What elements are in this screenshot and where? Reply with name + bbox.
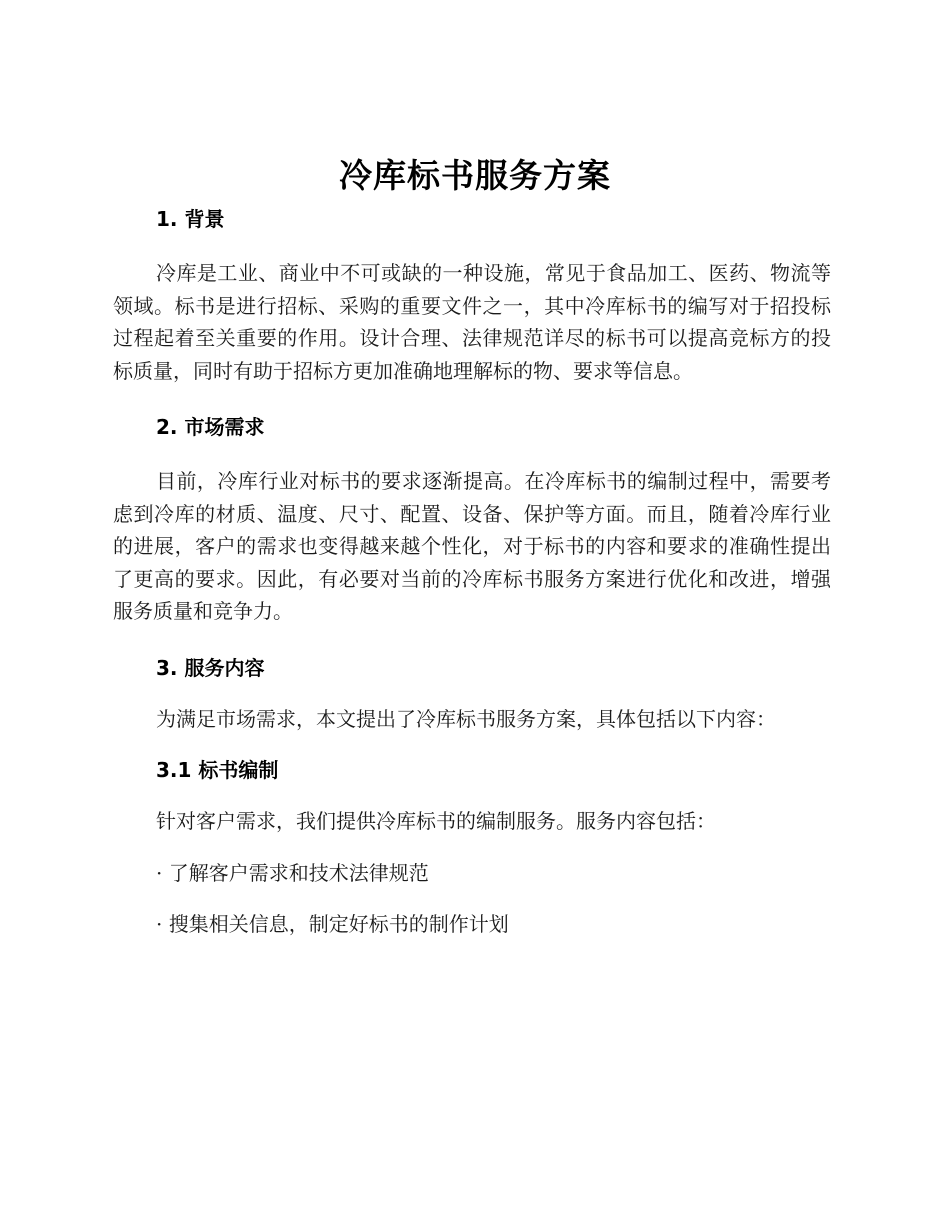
bullet-item: · 了解客户需求和技术法律规范 bbox=[156, 860, 429, 885]
section-paragraph: 为满足市场需求，本文提出了冷库标书服务方案，具体包括以下内容： bbox=[156, 706, 776, 731]
section-background bbox=[113, 203, 831, 387]
section-heading: 1. 背景 bbox=[156, 207, 225, 231]
section-paragraph: 目前，冷库行业对标书的要求逐渐提高。在冷库标书的编制过程中，需要考虑到冷库的材质、温度、尺寸、配置、设备、保护等方面。而且，随着冷库行业的进展，客户的需求也变得越来越个性化，对于标书的内容和要求的准确性提出了更高的要求。因此，有必要对当前的冷库标书服务方案进行优化和改进，增强服务质量和竞争力。 bbox=[113, 469, 831, 623]
bullet-item: · 搜集相关信息，制定好标书的制作计划 bbox=[156, 911, 509, 936]
section-bid-preparation bbox=[113, 754, 831, 940]
section-heading: 2. 市场需求 bbox=[156, 415, 265, 439]
document-body bbox=[113, 203, 831, 940]
section-market-demand bbox=[113, 411, 831, 628]
section-heading: 3.1 标书编制 bbox=[156, 758, 279, 782]
section-service-content bbox=[113, 652, 831, 736]
document-title: 冷库标书服务方案 bbox=[339, 156, 611, 195]
section-paragraph: 冷库是工业、商业中不可或缺的一种设施，常见于食品加工、医药、物流等领域。标书是进行招标、采购的重要文件之一，其中冷库标书的编写对于招投标过程起着至关重要的作用。设计合理、法律规范详尽的标书可以提高竞标方的投标质量，同时有助于招标方更加准确地理解标的物、要求等信息。 bbox=[113, 261, 831, 383]
section-heading: 3. 服务内容 bbox=[156, 655, 265, 680]
section-paragraph: 针对客户需求，我们提供冷库标书的编制服务。服务内容包括： bbox=[156, 809, 716, 833]
